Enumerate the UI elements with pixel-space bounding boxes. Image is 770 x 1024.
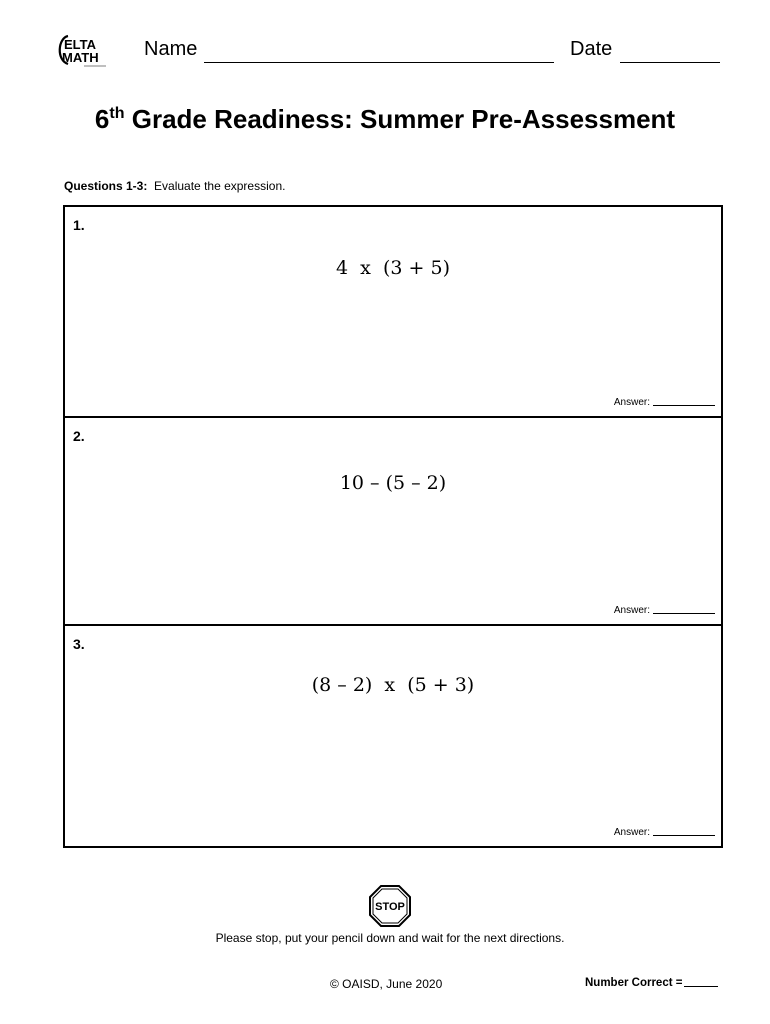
name-label: Name <box>144 38 198 60</box>
question-expression: 10 – (5 – 2) <box>339 472 447 494</box>
question-box <box>65 626 721 846</box>
answer-line[interactable] <box>653 613 715 614</box>
question-expression: 4 x (3 + 5) <box>336 257 450 279</box>
question-number: 1. <box>73 217 85 233</box>
question-expression: (8 – 2) x (5 + 3) <box>311 674 475 696</box>
question-box <box>65 418 721 626</box>
number-correct <box>585 977 718 989</box>
title-grade: 6 <box>94 104 110 134</box>
footer-copyright: © OAISD, June 2020 <box>330 977 443 991</box>
answer-field[interactable] <box>614 397 715 408</box>
answer-label: Answer: <box>613 827 650 838</box>
logo-text-bottom: MATH <box>62 50 99 65</box>
number-correct-field[interactable] <box>684 986 718 987</box>
stop-message: Please stop, put your pencil down and wait for the next directions. <box>215 931 565 945</box>
stop-sign-text: STOP <box>375 901 405 913</box>
instructions <box>64 179 285 193</box>
logo-text-top: ELTA <box>64 37 97 52</box>
question-number: 2. <box>73 428 85 444</box>
name-field[interactable] <box>204 62 554 63</box>
title-superscript: th <box>109 105 125 122</box>
instructions-label: Questions 1-3: <box>64 179 148 193</box>
answer-label: Answer: <box>613 397 650 408</box>
date-label: Date <box>570 38 613 60</box>
answer-label: Answer: <box>613 605 650 616</box>
question-number: 3. <box>73 636 85 652</box>
title-text: Grade Readiness: Summer Pre-Assessment <box>124 104 676 134</box>
questions-table <box>63 205 723 848</box>
answer-field[interactable] <box>614 605 715 616</box>
date-field[interactable] <box>620 62 720 63</box>
page-title <box>0 104 770 135</box>
stop-sign-icon <box>368 884 412 928</box>
number-correct-label: Number Correct = <box>585 977 683 989</box>
answer-line[interactable] <box>653 835 715 836</box>
instructions-text: Evaluate the expression. <box>154 179 286 193</box>
answer-field[interactable] <box>614 827 715 838</box>
delta-math-logo <box>54 30 112 70</box>
answer-line[interactable] <box>653 405 715 406</box>
question-box <box>65 207 721 418</box>
